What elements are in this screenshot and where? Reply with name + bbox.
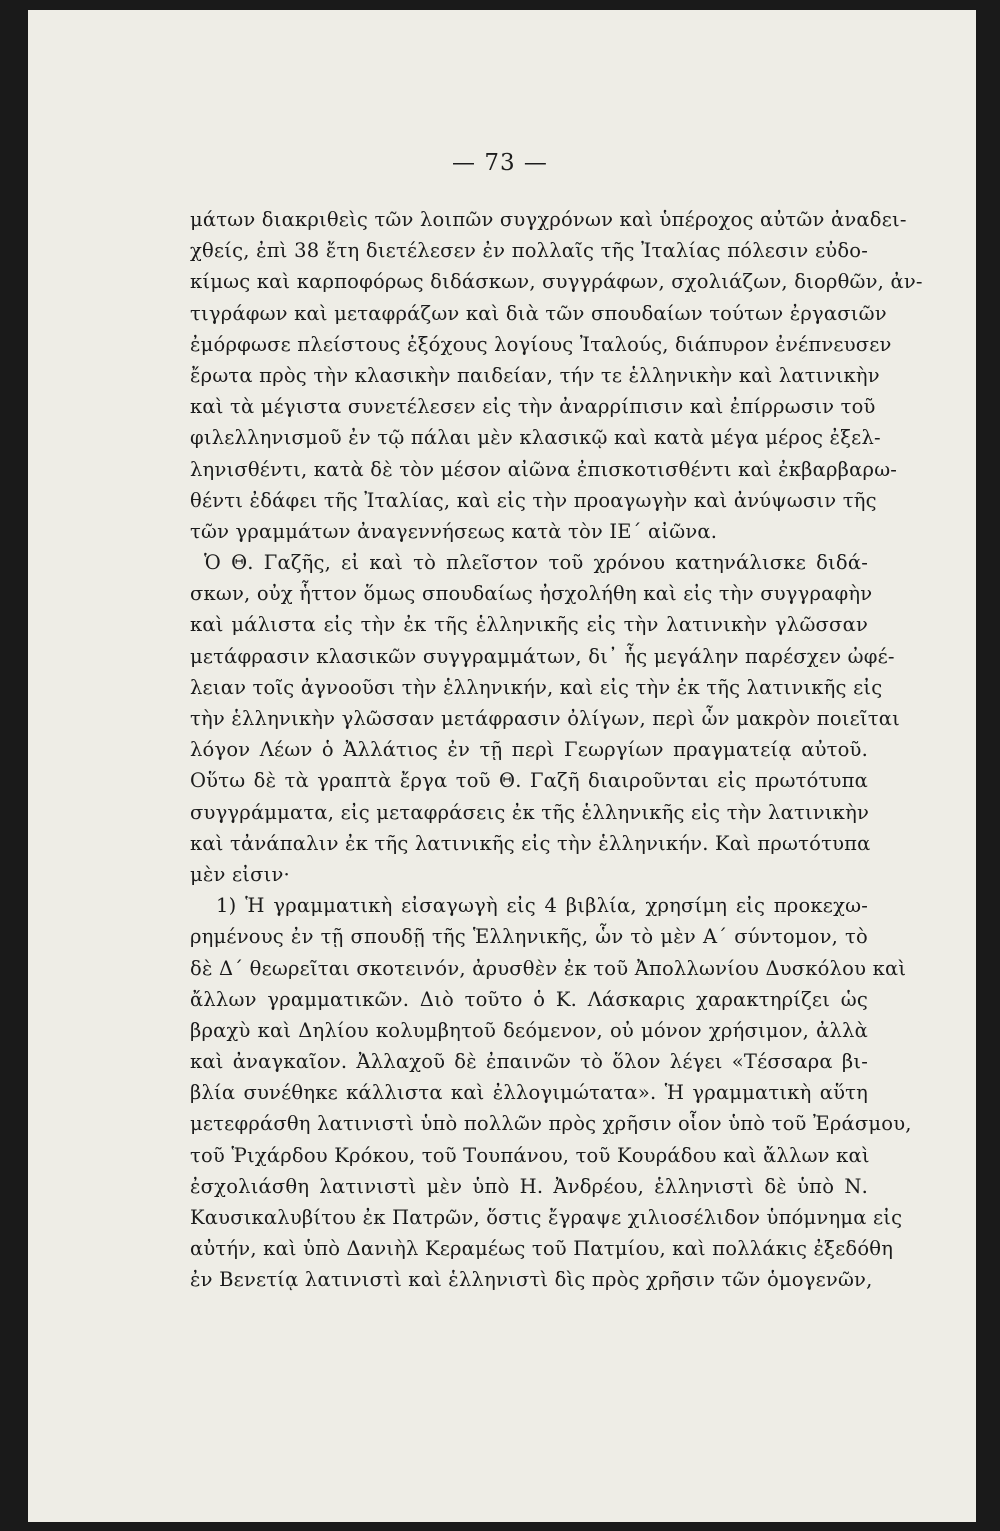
paragraph-start-line: Ὁ Θ. Γαζῆς, εἰ καὶ τὸ πλεῖστον τοῦ χρόνου κατηνάλισκε διδά-: [204, 551, 868, 575]
text-line: ἄλλων γραμματικῶν. Διὸ τοῦτο ὁ Κ. Λάσκαρις χαρακτηρίζει ὡς: [190, 987, 868, 1011]
text-line: μετάφρασιν κλασικῶν συγγραμμάτων, δι᾽ ἧς μεγάλην παρέσχεν ὠφέ-: [190, 644, 895, 668]
text-line: καὶ τἀνάπαλιν ἐκ τῆς λατινικῆς εἰς τὴν ἑλληνικήν. Καὶ πρωτότυπα: [190, 831, 871, 855]
text-line: τιγράφων καὶ μεταφράζων καὶ διὰ τῶν σπουδαίων τούτων ἐργασιῶν: [190, 301, 887, 325]
text-line: σκων, οὐχ ἧττον ὅμως σπουδαίως ἠσχολήθη καὶ εἰς τὴν συγγραφὴν: [190, 582, 873, 606]
text-line: ληνισθέντι, κατὰ δὲ τὸν μέσον αἰῶνα ἐπισκοτισθέντι καὶ ἐκβαρβαρω-: [190, 457, 898, 481]
text-line: βραχὺ καὶ Δηλίου κολυμβητοῦ δεόμενον, οὐ μόνον χρήσιμον, ἀλλὰ: [190, 1018, 868, 1042]
text-line: καὶ ἀναγκαῖον. Ἀλλαχοῦ δὲ ἐπαινῶν τὸ ὅλον λέγει «Τέσσαρα βι-: [190, 1050, 868, 1074]
text-line: καὶ τὰ μέγιστα συνετέλεσεν εἰς τὴν ἀναρρίπισιν καὶ ἐπίρρωσιν τοῦ: [190, 395, 876, 419]
text-line: τῶν γραμμάτων ἀναγεννήσεως κατὰ τὸν ΙΕ΄ αἰῶνα.: [190, 519, 718, 543]
text-line: καὶ μάλιστα εἰς τὴν ἐκ τῆς ἑλληνικῆς εἰς τὴν λατινικὴν γλῶσσαν: [190, 613, 868, 637]
text-line: βλία συνέθηκε κάλλιστα καὶ ἐλλογιμώτατα». Ἡ γραμματικὴ αὕτη: [190, 1081, 868, 1105]
text-line: μὲν εἰσιν·: [190, 862, 290, 886]
text-line: μετεφράσθη λατινιστὶ ὑπὸ πολλῶν πρὸς χρῆσιν οἷον ὑπὸ τοῦ Ἐράσμου,: [190, 1112, 912, 1136]
text-line: αὐτήν, καὶ ὑπὸ Δανιὴλ Κεραμέως τοῦ Πατμίου, καὶ πολλάκις ἐξεδόθη: [190, 1237, 894, 1261]
text-line: ἐν Βενετίᾳ λατινιστὶ καὶ ἑλληνιστὶ δὶς πρὸς χρῆσιν τῶν ὁμογενῶν,: [190, 1268, 873, 1292]
text-line: φιλελληνισμοῦ ἐν τῷ πάλαι μὲν κλασικῷ καὶ κατὰ μέγα μέρος ἐξελ-: [190, 426, 881, 450]
text-line: μάτων διακριθεὶς τῶν λοιπῶν συγχρόνων καὶ ὑπέροχος αὐτῶν ἀναδει-: [190, 208, 907, 231]
text-line: Οὕτω δὲ τὰ γραπτὰ ἔργα τοῦ Θ. Γαζῆ διαιροῦνται εἰς πρωτότυπα: [190, 769, 868, 793]
text-line: χθείς, ἐπὶ 38 ἔτη διετέλεσεν ἐν πολλαῖς τῆς Ἰταλίας πόλεσιν εὐδο-: [190, 239, 868, 263]
text-line: λόγον Λέων ὁ Ἀλλάτιος ἐν τῇ περὶ Γεωργίων πραγματείᾳ αὐτοῦ.: [190, 738, 868, 762]
text-line: κίμως καὶ καρποφόρως διδάσκων, συγγράφων, σχολιάζων, διορθῶν, ἀν-: [190, 270, 923, 294]
text-line: ἐμόρφωσε πλείστους ἐξόχους λογίους Ἰταλούς, διάπυρον ἐνέπνευσεν: [190, 332, 892, 356]
text-line: θέντι ἐδάφει τῆς Ἰταλίας, καὶ εἰς τὴν προαγωγὴν καὶ ἀνύψωσιν τῆς: [190, 488, 877, 512]
text-line: Καυσικαλυβίτου ἐκ Πατρῶν, ὅστις ἔγραψε χιλιοσέλιδον ὑπόμνημα εἰς: [190, 1206, 903, 1229]
text-line: συγγράμματα, εἰς μεταφράσεις ἐκ τῆς ἑλληνικῆς εἰς τὴν λατινικὴν: [190, 800, 870, 824]
text-line: λειαν τοῖς ἀγνοοῦσι τὴν ἑλληνικήν, καὶ εἰς τὴν ἐκ τῆς λατινικῆς εἰς: [190, 675, 883, 699]
paragraph-start-line: 1) Ἡ γραμματικὴ εἰσαγωγὴ εἰς 4 βιβλία, χρησίμη εἰς προκεχω-: [216, 894, 868, 918]
page-number: — 73 —: [452, 150, 548, 176]
text-line: ἐσχολιάσθη λατινιστὶ μὲν ὑπὸ Η. Ἀνδρέου, ἑλληνιστὶ δὲ ὑπὸ Ν.: [190, 1174, 868, 1198]
text-line: ἔρωτα πρὸς τὴν κλασικὴν παιδείαν, τήν τε ἑλληνικὴν καὶ λατινικὴν: [190, 363, 880, 387]
text-line: δὲ Δ΄ θεωρεῖται σκοτεινόν, ἀρυσθὲν ἐκ τοῦ Ἀπολλωνίου Δυσκόλου καὶ: [190, 956, 907, 980]
body-text: [190, 204, 923, 1296]
text-line: τοῦ Ῥιχάρδου Κρόκου, τοῦ Τουπάνου, τοῦ Κουράδου καὶ ἄλλων καὶ: [190, 1143, 870, 1167]
text-line: ρημένους ἐν τῇ σπουδῇ τῆς Ἑλληνικῆς, ὧν τὸ μὲν Α΄ σύντομον, τὸ: [190, 925, 868, 949]
text-line: τὴν ἑλληνικὴν γλῶσσαν μετάφρασιν ὀλίγων, περὶ ὧν μακρὸν ποιεῖται: [190, 707, 900, 730]
